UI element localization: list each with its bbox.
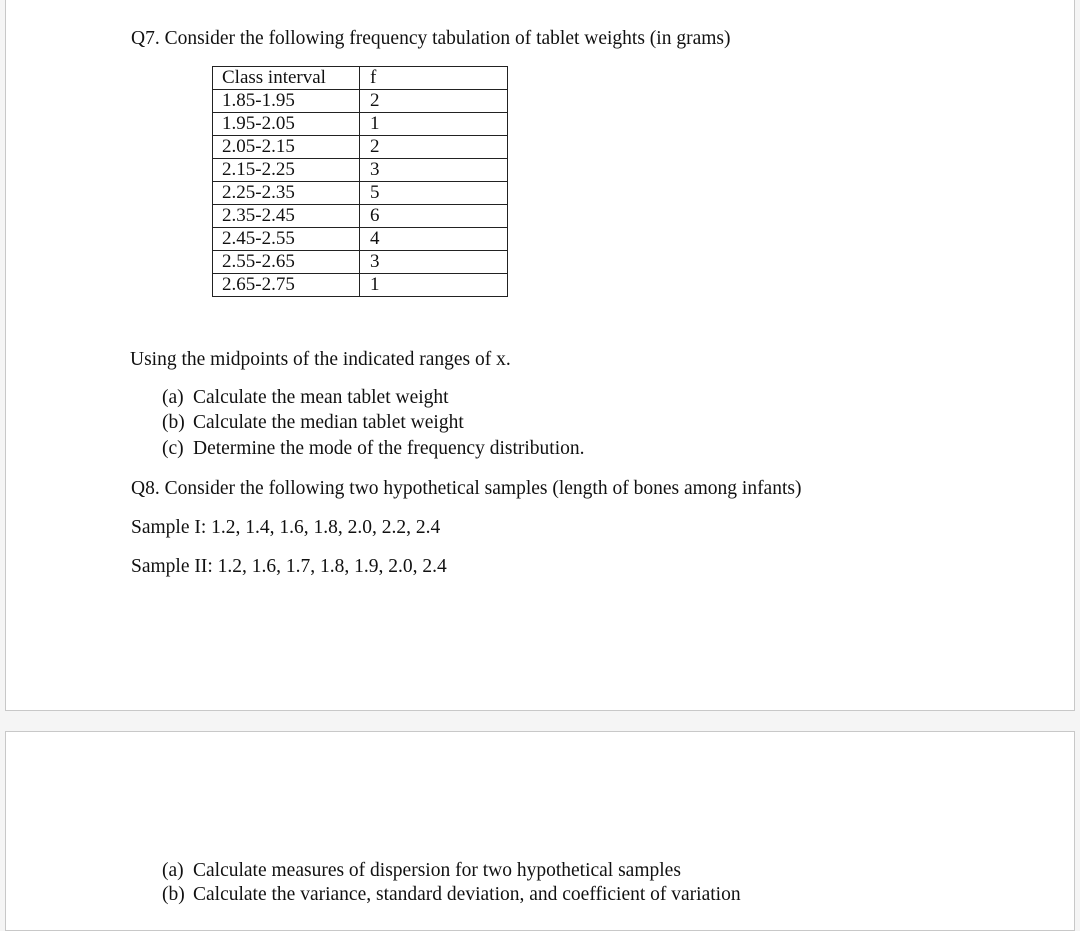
table-row: [213, 90, 508, 113]
part-label: (c): [162, 438, 184, 459]
q7-part-c: [162, 437, 585, 461]
class-interval-cell: 2.55-2.65: [213, 251, 360, 274]
part-text: Determine the mode of the frequency distribution.: [193, 438, 585, 459]
frequency-cell: 5: [360, 182, 508, 205]
class-interval-cell: 2.05-2.15: [213, 136, 360, 159]
table-row: [213, 182, 508, 205]
table-row: [213, 113, 508, 136]
frequency-cell: 1: [360, 113, 508, 136]
table-row: [213, 274, 508, 297]
part-text: Calculate the median tablet weight: [193, 412, 464, 433]
document-page-1: [5, 0, 1075, 711]
frequency-cell: 4: [360, 228, 508, 251]
document-page-2: [5, 731, 1075, 931]
q8-part-a: [162, 859, 681, 883]
class-interval-cell: 2.15-2.25: [213, 159, 360, 182]
sample-1: Sample I: 1.2, 1.4, 1.6, 1.8, 2.0, 2.2, 2.4: [131, 517, 441, 538]
class-interval-cell: 2.45-2.55: [213, 228, 360, 251]
table-row: [213, 159, 508, 182]
part-text: Calculate the mean tablet weight: [193, 387, 449, 408]
class-interval-cell: 1.85-1.95: [213, 90, 360, 113]
frequency-cell: 3: [360, 159, 508, 182]
part-label: (b): [162, 412, 185, 433]
part-label: (b): [162, 884, 185, 905]
class-interval-cell: 2.35-2.45: [213, 205, 360, 228]
frequency-cell: 2: [360, 136, 508, 159]
q7-instruction: Using the midpoints of the indicated ranges of x.: [130, 349, 511, 370]
table-header-row: [213, 67, 508, 90]
column-header-class-interval: Class interval: [213, 67, 360, 90]
frequency-cell: 1: [360, 274, 508, 297]
q7-part-b: [162, 411, 464, 435]
part-text: Calculate the variance, standard deviation, and coefficient of variation: [193, 884, 741, 905]
class-interval-cell: 2.25-2.35: [213, 182, 360, 205]
part-text: Calculate measures of dispersion for two hypothetical samples: [193, 860, 681, 881]
class-interval-cell: 2.65-2.75: [213, 274, 360, 297]
part-label: (a): [162, 860, 184, 881]
sample-2: Sample II: 1.2, 1.6, 1.7, 1.8, 1.9, 2.0, 2.4: [131, 556, 447, 577]
q7-part-a: [162, 386, 449, 410]
part-label: (a): [162, 387, 184, 408]
frequency-cell: 6: [360, 205, 508, 228]
table-row: [213, 136, 508, 159]
q8-heading: Q8. Consider the following two hypothetical samples (length of bones among infants): [131, 478, 802, 499]
class-interval-cell: 1.95-2.05: [213, 113, 360, 136]
table-row: [213, 205, 508, 228]
frequency-cell: 3: [360, 251, 508, 274]
q7-heading: Q7. Consider the following frequency tabulation of tablet weights (in grams): [131, 28, 731, 49]
frequency-cell: 2: [360, 90, 508, 113]
q8-part-b: [162, 883, 741, 907]
table-row: [213, 251, 508, 274]
column-header-frequency: f: [360, 67, 508, 90]
frequency-table: [212, 66, 508, 297]
table-row: [213, 228, 508, 251]
